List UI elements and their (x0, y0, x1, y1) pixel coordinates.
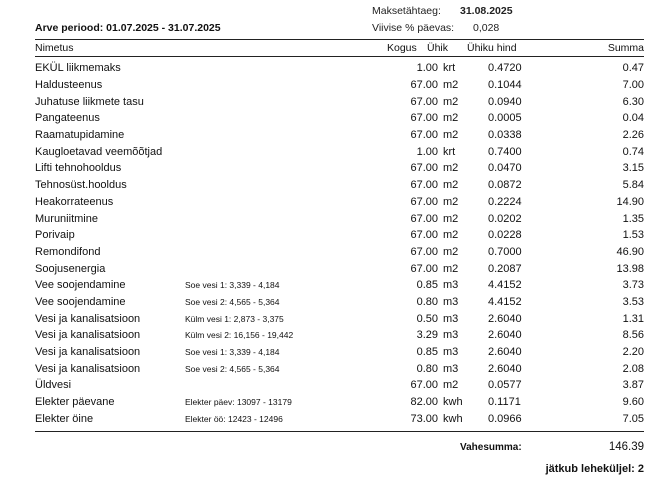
table-row (35, 344, 644, 361)
due-date-value: 31.08.2025 (460, 5, 513, 17)
table-row (35, 310, 644, 327)
row-quantity: 3.29 (416, 329, 438, 342)
row-quantity: 1.00 (416, 62, 438, 75)
row-sum: 1.53 (622, 229, 644, 242)
continues-on-page: jätkub leheküljel: 2 (545, 463, 644, 475)
row-quantity: 0.85 (416, 346, 438, 359)
table-row (35, 410, 644, 427)
row-sum: 2.26 (622, 129, 644, 142)
row-unit-price: 0.1044 (488, 79, 522, 92)
row-meter-reading (185, 110, 354, 127)
billing-period: Arve periood: 01.07.2025 - 31.07.2025 (35, 22, 221, 34)
row-meter-reading (185, 227, 354, 244)
row-quantity: 82.00 (410, 396, 438, 409)
row-quantity: 0.85 (416, 279, 438, 292)
row-unit-price: 0.4720 (488, 62, 522, 75)
column-header-sum: Summa (607, 42, 644, 54)
row-unit: m3 (443, 346, 459, 359)
row-unit: krt (443, 145, 456, 158)
row-unit-price: 0.2224 (488, 195, 522, 208)
subtotal-value: 146.39 (608, 441, 644, 453)
row-name: Elekter päevane (35, 396, 115, 409)
row-unit-price: 2.6040 (488, 362, 522, 375)
row-unit-price: 0.2087 (488, 262, 522, 275)
row-quantity: 0.80 (416, 362, 438, 375)
row-meter-reading (185, 377, 354, 394)
table-row (35, 60, 644, 77)
row-unit: m2 (443, 212, 459, 225)
row-unit-price: 0.0966 (488, 412, 522, 425)
row-name: Lifti tehnohooldus (35, 162, 122, 175)
header-bottom-rule (35, 56, 644, 57)
row-unit-price: 0.0338 (488, 129, 522, 142)
row-meter-reading (185, 77, 354, 94)
row-unit-price: 0.0228 (488, 229, 522, 242)
row-meter-reading: Külm vesi 2: 16,156 - 19,442 (185, 330, 294, 341)
row-name: Muruniitmine (35, 212, 98, 225)
row-sum: 9.60 (622, 396, 644, 409)
row-quantity: 0.50 (416, 312, 438, 325)
table-row (35, 210, 644, 227)
row-unit: kwh (443, 412, 463, 425)
row-unit: m2 (443, 112, 459, 125)
row-quantity: 67.00 (410, 79, 438, 92)
row-sum: 0.04 (622, 112, 644, 125)
row-unit: m2 (443, 129, 459, 142)
row-unit: m3 (443, 329, 459, 342)
row-unit-price: 0.0005 (488, 112, 522, 125)
row-quantity: 67.00 (410, 162, 438, 175)
row-unit-price: 4.4152 (488, 279, 522, 292)
row-unit-price: 0.0470 (488, 162, 522, 175)
row-name: Remondifond (35, 245, 101, 258)
row-unit: m2 (443, 245, 459, 258)
column-header-qty: Kogus (387, 42, 417, 54)
row-meter-reading (185, 210, 354, 227)
row-unit: m3 (443, 312, 459, 325)
row-sum: 3.87 (622, 379, 644, 392)
row-sum: 7.05 (622, 412, 644, 425)
row-quantity: 67.00 (410, 379, 438, 392)
row-quantity: 73.00 (410, 412, 438, 425)
table-row (35, 327, 644, 344)
row-meter-reading (185, 127, 354, 144)
row-unit: m2 (443, 379, 459, 392)
row-sum: 1.31 (622, 312, 644, 325)
table-row (35, 160, 644, 177)
table-row (35, 127, 644, 144)
subtotal-label: Vahesumma: (460, 442, 522, 453)
row-unit: m3 (443, 362, 459, 375)
row-unit-price: 0.1171 (488, 396, 521, 409)
row-name: Porivaip (35, 229, 75, 242)
row-unit: m2 (443, 179, 459, 192)
table-row (35, 194, 644, 211)
row-name: Pangateenus (35, 112, 100, 125)
column-header-price: Ühiku hind (467, 42, 517, 54)
row-meter-reading: Soe vesi 2: 4,565 - 5,364 (185, 296, 280, 307)
row-sum: 5.84 (622, 179, 644, 192)
row-unit: m2 (443, 262, 459, 275)
row-quantity: 67.00 (410, 229, 438, 242)
row-name: EKÜL liikmemaks (35, 62, 121, 75)
line-items-table (35, 60, 644, 427)
penalty-rate-label: Viivise % päevas: (372, 22, 455, 34)
row-meter-reading: Soe vesi 2: 4,565 - 5,364 (185, 363, 280, 374)
row-meter-reading (185, 60, 354, 77)
table-row (35, 110, 644, 127)
row-unit-price: 0.7400 (488, 145, 522, 158)
row-name: Heakorrateenus (35, 195, 114, 208)
row-sum: 2.08 (622, 362, 644, 375)
row-quantity: 67.00 (410, 112, 438, 125)
row-name: Raamatupidamine (35, 129, 125, 142)
row-sum: 0.74 (622, 145, 644, 158)
row-unit: m2 (443, 162, 459, 175)
row-sum: 0.47 (622, 62, 644, 75)
row-sum: 1.35 (622, 212, 644, 225)
row-meter-reading (185, 244, 354, 261)
row-unit-price: 0.0202 (488, 212, 522, 225)
row-name: Elekter öine (35, 412, 94, 425)
row-name: Vesi ja kanalisatsioon (35, 312, 141, 325)
row-meter-reading (185, 160, 354, 177)
row-name: Vee soojendamine (35, 279, 126, 292)
table-row (35, 360, 644, 377)
row-unit-price: 0.0872 (488, 179, 522, 192)
row-unit: krt (443, 62, 456, 75)
column-header-name: Nimetus (35, 42, 74, 54)
table-row (35, 294, 644, 311)
row-unit: m2 (443, 229, 459, 242)
table-row (35, 227, 644, 244)
row-sum: 3.53 (622, 295, 644, 308)
row-quantity: 67.00 (410, 245, 438, 258)
table-row (35, 260, 644, 277)
row-meter-reading: Soe vesi 1: 3,339 - 4,184 (185, 280, 280, 291)
row-sum: 6.30 (622, 95, 644, 108)
row-unit-price: 4.4152 (488, 295, 522, 308)
row-name: Kaugloetavad veemõõtjad (35, 145, 163, 158)
row-sum: 13.98 (616, 262, 644, 275)
row-meter-reading: Elekter päev: 13097 - 13179 (185, 397, 292, 408)
table-row (35, 77, 644, 94)
table-row (35, 143, 644, 160)
row-unit: kwh (443, 396, 463, 409)
row-unit-price: 0.0940 (488, 95, 522, 108)
row-quantity: 67.00 (410, 179, 438, 192)
line-items-body (35, 60, 644, 427)
row-unit: m3 (443, 279, 459, 292)
row-unit-price: 0.0577 (488, 379, 522, 392)
row-sum: 7.00 (622, 79, 644, 92)
row-unit: m3 (443, 295, 459, 308)
row-unit: m2 (443, 79, 459, 92)
penalty-rate-value: 0,028 (473, 22, 500, 34)
row-name: Vesi ja kanalisatsioon (35, 346, 141, 359)
row-meter-reading (185, 194, 354, 211)
row-quantity: 1.00 (416, 145, 438, 158)
row-sum: 8.56 (622, 329, 644, 342)
row-unit-price: 0.7000 (488, 245, 522, 258)
row-sum: 3.73 (622, 279, 644, 292)
row-quantity: 67.00 (410, 129, 438, 142)
table-row (35, 244, 644, 261)
row-meter-reading: Külm vesi 1: 2,873 - 3,375 (185, 313, 284, 324)
row-quantity: 67.00 (410, 195, 438, 208)
row-quantity: 67.00 (410, 262, 438, 275)
row-sum: 46.90 (616, 245, 644, 258)
row-name: Vee soojendamine (35, 295, 126, 308)
column-header-unit: Ühik (427, 42, 449, 54)
row-name: Soojusenergia (35, 262, 106, 275)
row-sum: 2.20 (622, 346, 644, 359)
row-name: Haldusteenus (35, 79, 103, 92)
header-top-rule (35, 39, 644, 40)
table-row (35, 377, 644, 394)
row-quantity: 0.80 (416, 295, 438, 308)
row-meter-reading (185, 143, 354, 160)
row-meter-reading (185, 93, 354, 110)
row-name: Vesi ja kanalisatsioon (35, 362, 141, 375)
due-date-label: Maksetähtaeg: (372, 5, 441, 17)
row-meter-reading: Elekter öö: 12423 - 12496 (185, 413, 283, 424)
row-unit-price: 2.6040 (488, 346, 522, 359)
row-quantity: 67.00 (410, 212, 438, 225)
table-row (35, 394, 644, 411)
row-sum: 3.15 (622, 162, 644, 175)
row-meter-reading (185, 177, 354, 194)
row-unit-price: 2.6040 (488, 312, 522, 325)
row-unit: m2 (443, 95, 459, 108)
row-meter-reading: Soe vesi 1: 3,339 - 4,184 (185, 347, 280, 358)
row-unit-price: 2.6040 (488, 329, 522, 342)
row-quantity: 67.00 (410, 95, 438, 108)
row-name: Tehnosüst.hooldus (35, 179, 127, 192)
table-row (35, 277, 644, 294)
table-row (35, 177, 644, 194)
row-unit: m2 (443, 195, 459, 208)
table-bottom-rule (35, 431, 644, 432)
table-row (35, 93, 644, 110)
row-name: Vesi ja kanalisatsioon (35, 329, 141, 342)
row-sum: 14.90 (616, 195, 644, 208)
row-name: Üldvesi (35, 379, 72, 392)
row-name: Juhatuse liikmete tasu (35, 95, 144, 108)
row-meter-reading (185, 260, 354, 277)
